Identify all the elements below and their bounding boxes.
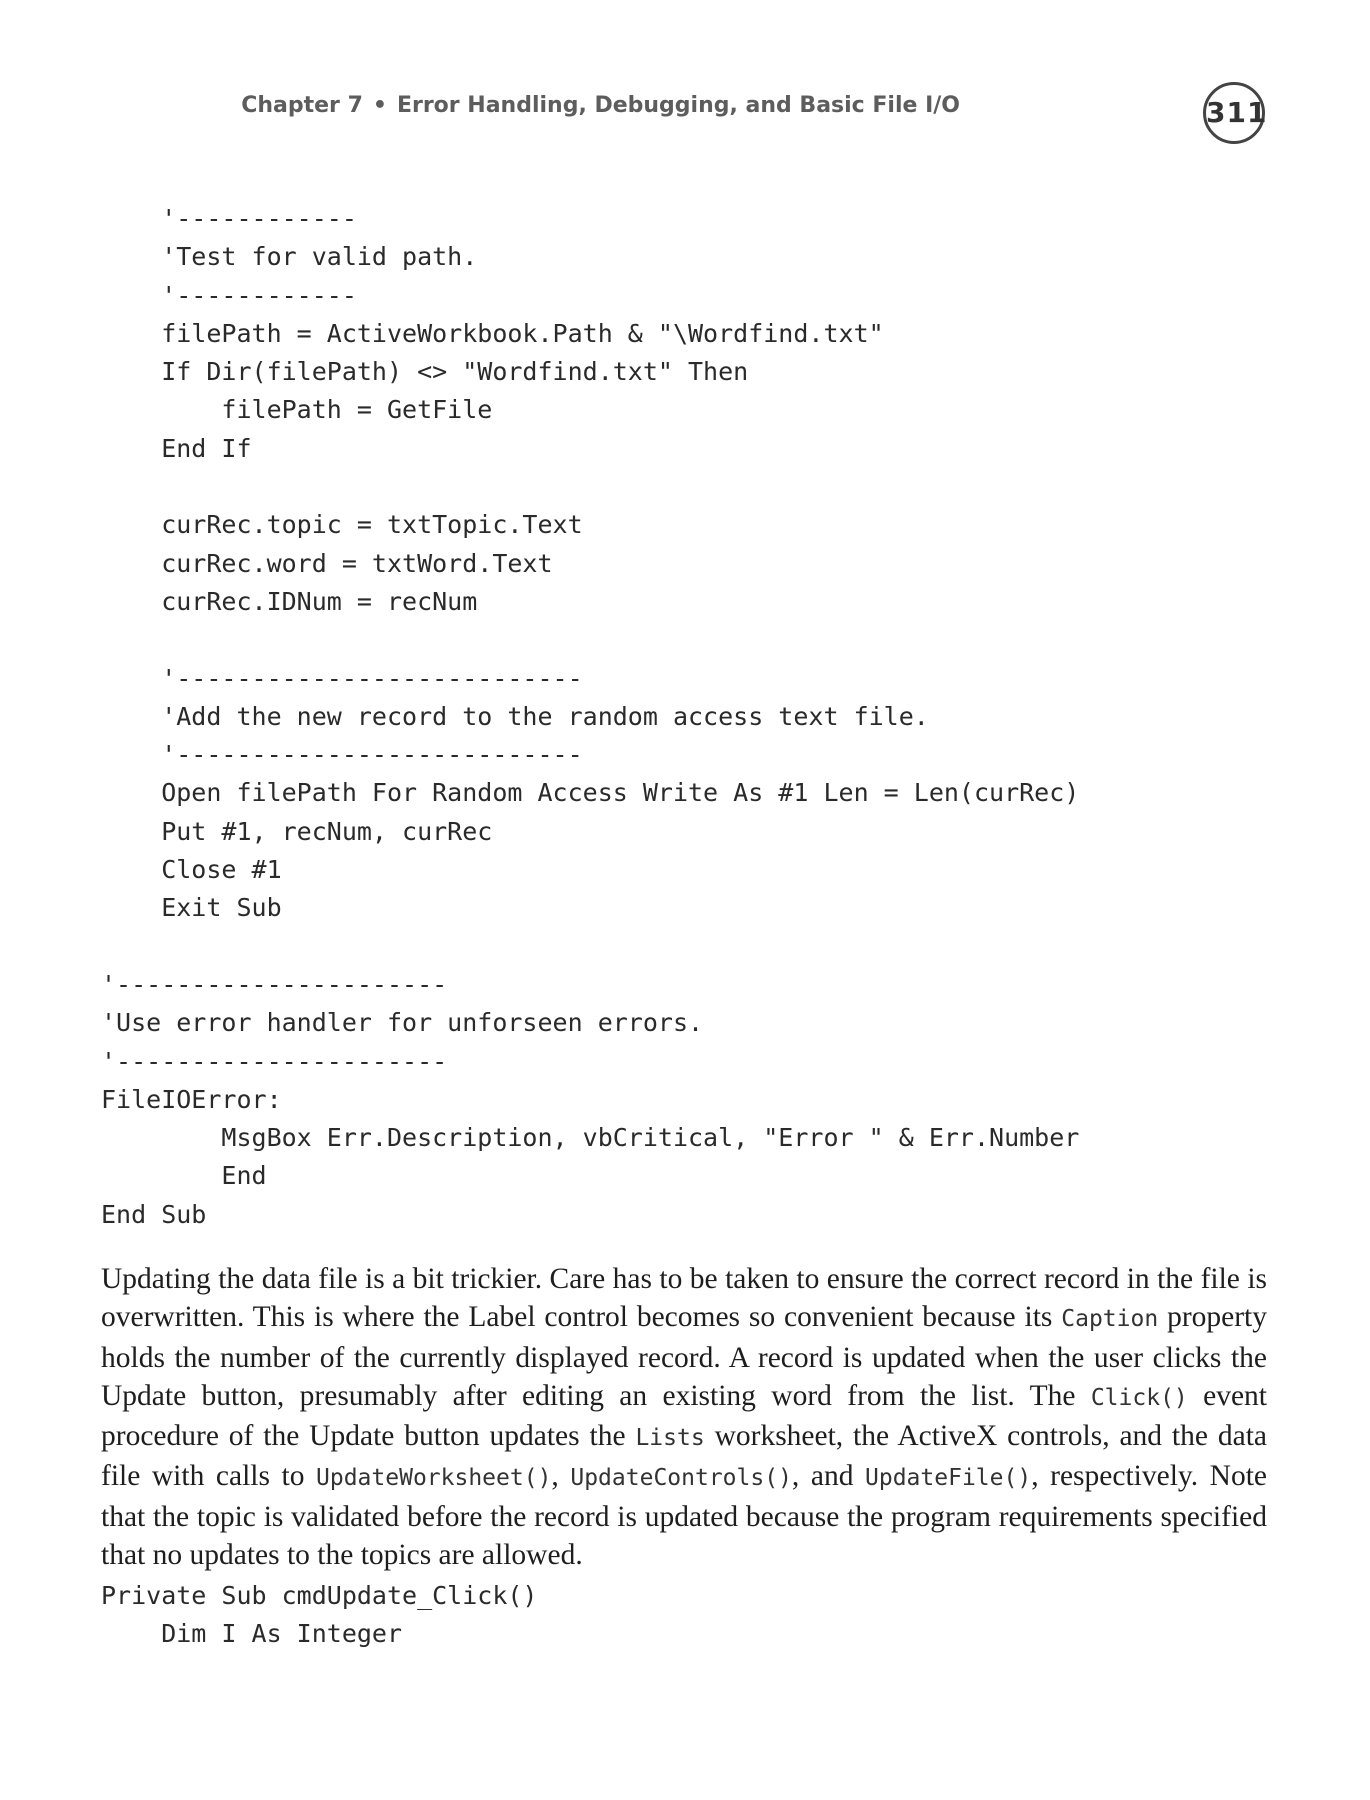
code-listing-bottom (101, 1577, 538, 1654)
code-line: curRec.topic = txtTopic.Text (101, 510, 583, 540)
code-line: End (101, 1161, 267, 1191)
code-line: End Sub (101, 1199, 207, 1229)
code-line: '---------------------- (101, 969, 448, 999)
paragraph-text: Updating the data file is a bit trickier. Care has to be taken to ensure the correct record in the file is overwritten. This is where the Label control becomes so convenient because its (101, 1263, 1267, 1334)
code-line: Open filePath For Random Access Write As #1 Len = Len(curRec) (101, 778, 1080, 808)
paragraph-text: property holds the number of the currently displayed record. A record is updated when the user clicks the Update button, presumably after editing an existing word from the list. The (101, 1301, 1268, 1412)
chapter-title: Error Handling, Debugging, and Basic File I/O (396, 93, 960, 118)
code-line: If Dir(filePath) <> "Wordfind.txt" Then (101, 357, 749, 387)
code-line: Put #1, recNum, curRec (101, 816, 493, 846)
code-line: Dim I As Integer (101, 1619, 403, 1649)
inline-code-lists: Lists (635, 1425, 705, 1452)
paragraph-text: , respectively. Note that the topic is validated before the record is updated because the program requirements specified that no updates to the topics are allowed. (101, 1460, 1268, 1572)
inline-code-update-controls: UpdateControls() (570, 1465, 792, 1492)
paragraph-text: event procedure of the Update button updates the (101, 1379, 1268, 1453)
code-line: '--------------------------- (101, 740, 583, 770)
chapter-label: Chapter 7 (241, 93, 363, 118)
code-listing-top (101, 200, 1079, 1234)
code-line: Exit Sub (101, 893, 282, 923)
code-line: '------------ (101, 280, 357, 310)
running-header (241, 90, 960, 122)
page-number: 311 (1203, 82, 1265, 144)
code-line: 'Test for valid path. (101, 242, 478, 272)
code-line: '------------ (101, 204, 357, 233)
inline-code-click: Click() (1090, 1384, 1188, 1411)
inline-code-caption: Caption (1061, 1306, 1159, 1333)
code-line: '---------------------- (101, 1046, 448, 1076)
code-line: 'Use error handler for unforseen errors. (101, 1008, 704, 1038)
code-line: '--------------------------- (101, 663, 583, 693)
paragraph-text: , and (791, 1460, 866, 1493)
paragraph-text: worksheet, the ActiveX controls, and the data file with calls to (101, 1420, 1267, 1493)
code-line: curRec.word = txtWord.Text (101, 548, 553, 578)
code-line: 'Add the new record to the random access text file. (101, 701, 929, 731)
code-line: FileIOError: (101, 1084, 282, 1114)
code-line: filePath = ActiveWorkbook.Path & "\Wordfind.txt" (101, 318, 884, 348)
code-line: End If (101, 433, 252, 463)
paragraph-text: , (551, 1460, 571, 1493)
code-line: MsgBox Err.Description, vbCritical, "Error " & Err.Number (101, 1123, 1080, 1153)
code-line: curRec.IDNum = recNum (101, 586, 478, 616)
code-line: Private Sub cmdUpdate_Click() (101, 1581, 538, 1610)
inline-code-update-file: UpdateFile() (865, 1465, 1032, 1492)
header-bullet: • (372, 93, 387, 118)
code-line: filePath = GetFile (101, 395, 493, 425)
body-paragraph (101, 1260, 1267, 1574)
inline-code-update-worksheet: UpdateWorksheet() (316, 1465, 552, 1492)
code-line: Close #1 (101, 855, 282, 885)
